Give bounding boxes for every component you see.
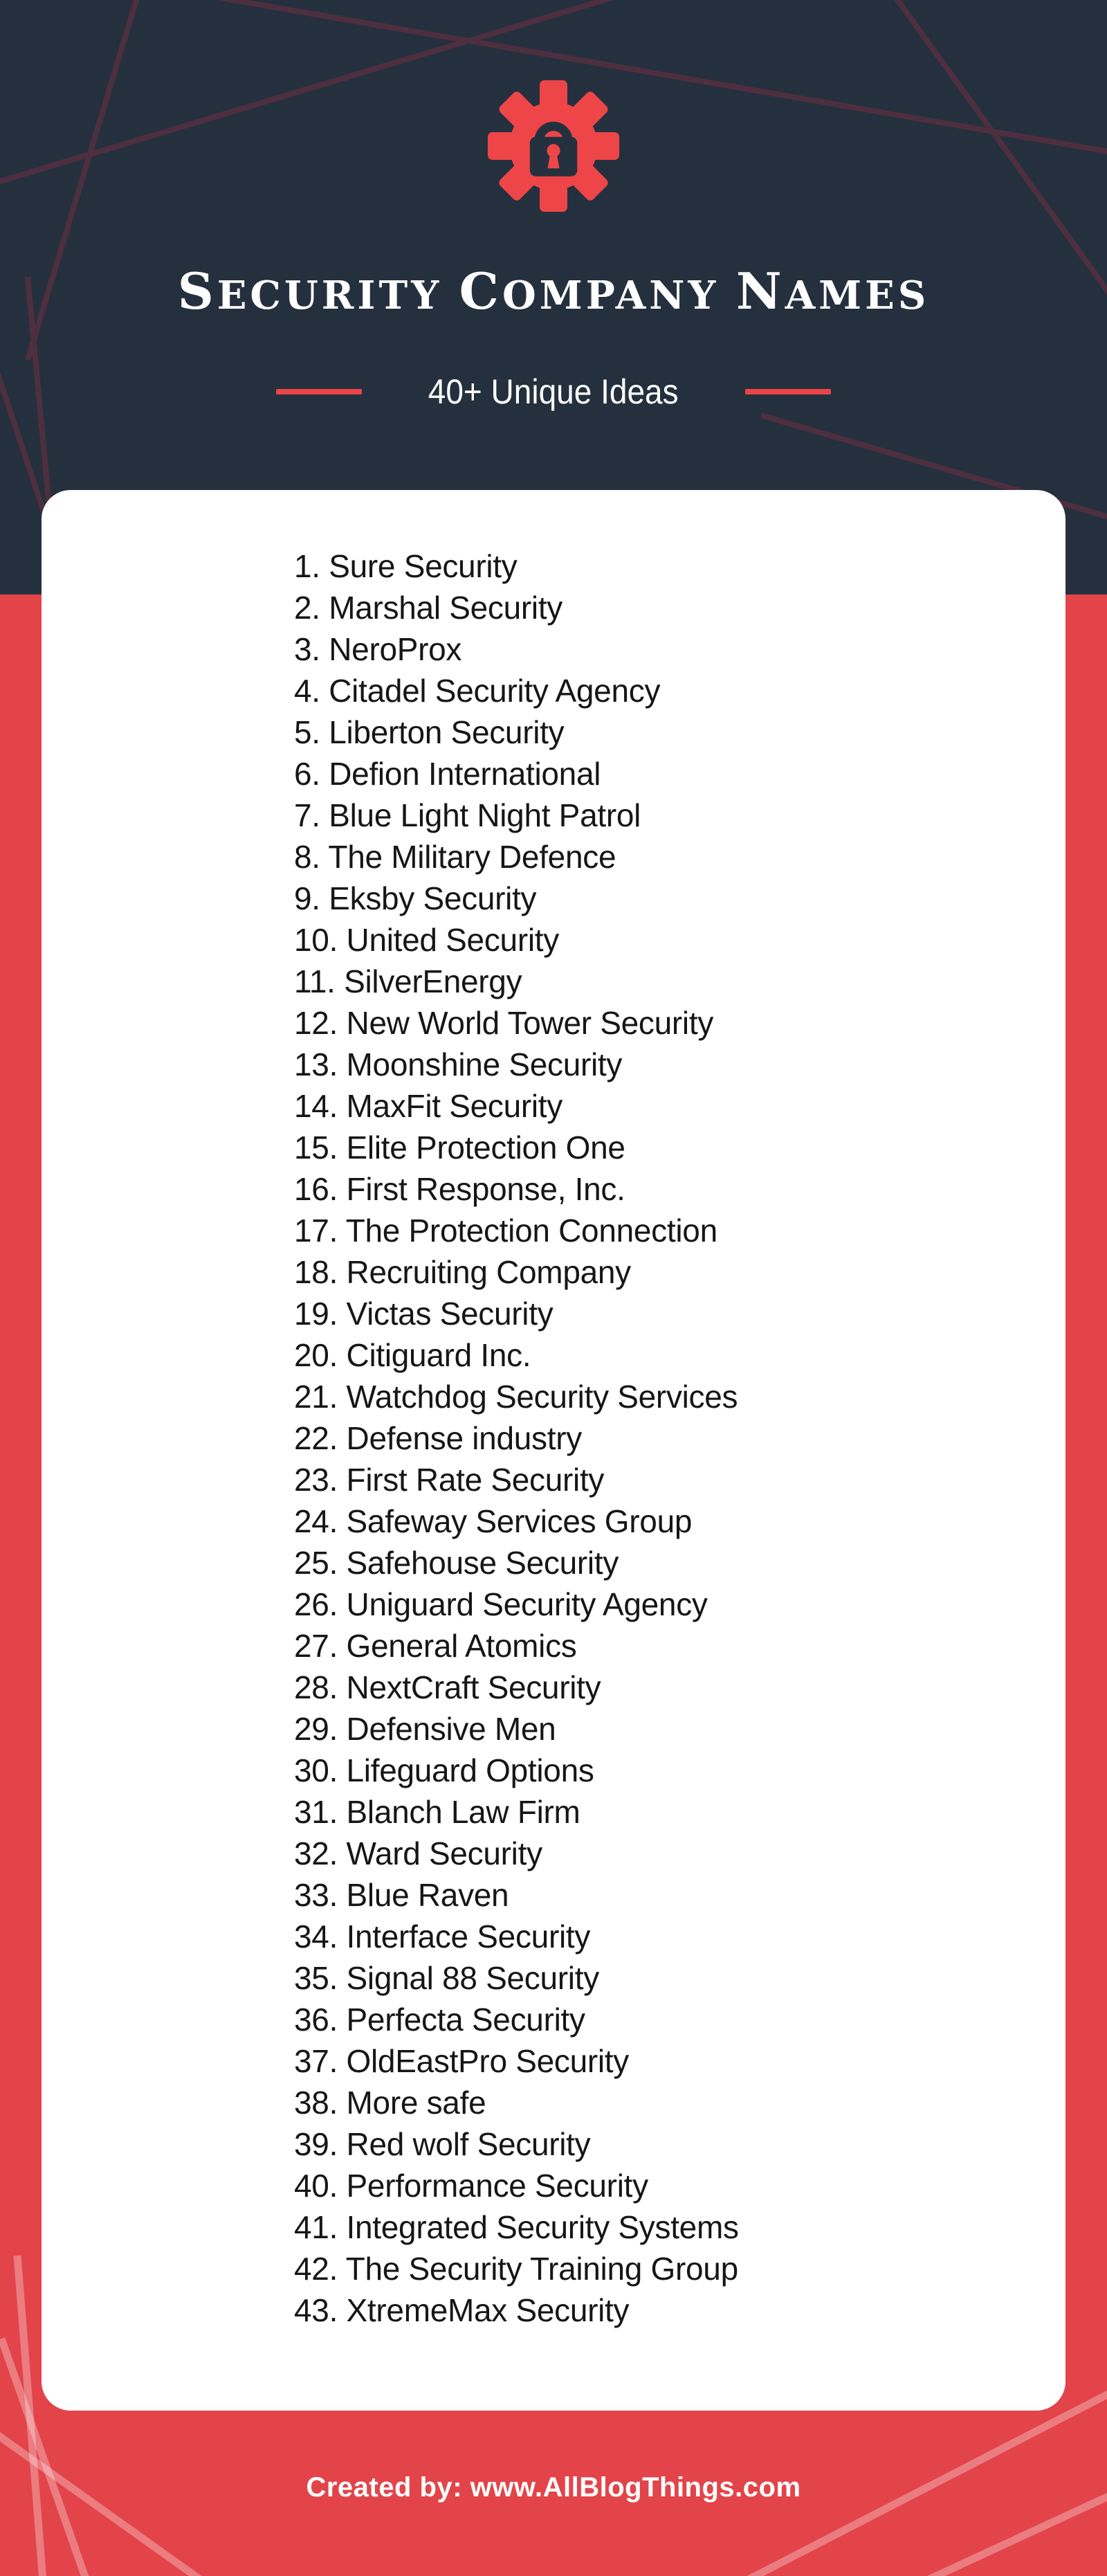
list-item: 14. MaxFit Security: [294, 1088, 562, 1124]
list-item: 4. Citadel Security Agency: [294, 673, 661, 709]
title-lead-cap: S: [177, 262, 217, 320]
list-item: 17. The Protection Connection: [294, 1213, 717, 1249]
list-item: 18. Recruiting Company: [294, 1254, 631, 1290]
list-item: 9. Eksby Security: [294, 880, 537, 916]
list-item: 7. Blue Light Night Patrol: [294, 797, 641, 833]
list-item: 2. Marshal Security: [294, 590, 562, 626]
list-item: 39. Red wolf Security: [294, 2126, 591, 2162]
subtitle-dash-left: [276, 389, 362, 394]
names-card: [42, 490, 1065, 2411]
subtitle-text: 40+ Unique Ideas: [428, 372, 679, 411]
list-item: 23. First Rate Security: [294, 1462, 605, 1498]
subtitle-dash-right: [745, 389, 831, 394]
list-item: 35. Signal 88 Security: [294, 1960, 599, 1996]
list-item: 28. NextCraft Security: [294, 1669, 601, 1705]
list-item: 13. Moonshine Security: [294, 1046, 623, 1082]
list-item: 37. OldEastPro Security: [294, 2043, 629, 2079]
list-item: 43. XtremeMax Security: [294, 2292, 630, 2328]
list-item: 19. Victas Security: [294, 1296, 554, 1332]
page-title: SECURITY COMPANY NAMES: [177, 262, 930, 320]
list-item: 25. Safehouse Security: [294, 1545, 619, 1581]
names-list: [294, 545, 1038, 2331]
list-item: 30. Lifeguard Options: [294, 1752, 594, 1788]
list-item: 16. First Response, Inc.: [294, 1171, 625, 1207]
list-item: 3. NeroProx: [294, 631, 462, 667]
list-item: 38. More safe: [294, 2085, 486, 2121]
list-item: 5. Liberton Security: [294, 714, 565, 750]
list-item: 15. Elite Protection One: [294, 1130, 625, 1165]
list-item: 26. Uniguard Security Agency: [294, 1586, 708, 1622]
list-item: 10. United Security: [294, 922, 559, 958]
gear-lock-icon: [488, 80, 619, 212]
list-item: 42. The Security Training Group: [294, 2251, 738, 2287]
list-item: 12. New World Tower Security: [294, 1005, 714, 1041]
list-item: 36. Perfecta Security: [294, 2002, 585, 2038]
footer-credit: Created by: www.AllBlogThings.com: [306, 2472, 801, 2503]
list-item: 22. Defense industry: [294, 1420, 582, 1456]
list-item: 24. Safeway Services Group: [294, 1503, 693, 1539]
list-item: 40. Performance Security: [294, 2168, 648, 2204]
list-item: 41. Integrated Security Systems: [294, 2209, 739, 2245]
list-item: 20. Citiguard Inc.: [294, 1337, 531, 1373]
list-item: 34. Interface Security: [294, 1919, 591, 1954]
list-item: 6. Defion International: [294, 756, 601, 792]
list-item: 31. Blanch Law Firm: [294, 1794, 580, 1830]
list-item: 11. SilverEnergy: [294, 963, 522, 999]
title-lead-cap: N: [735, 262, 785, 320]
list-item: 1. Sure Security: [294, 548, 518, 584]
list-item: 27. General Atomics: [294, 1628, 577, 1664]
list-item: 21. Watchdog Security Services: [294, 1379, 738, 1415]
list-item: 33. Blue Raven: [294, 1877, 509, 1913]
subtitle-row: [0, 365, 1107, 418]
title-lead-cap: C: [459, 262, 502, 320]
list-item: 29. Defensive Men: [294, 1711, 556, 1747]
list-item: 32. Ward Security: [294, 1835, 542, 1871]
list-item: 8. The Military Defence: [294, 839, 616, 875]
